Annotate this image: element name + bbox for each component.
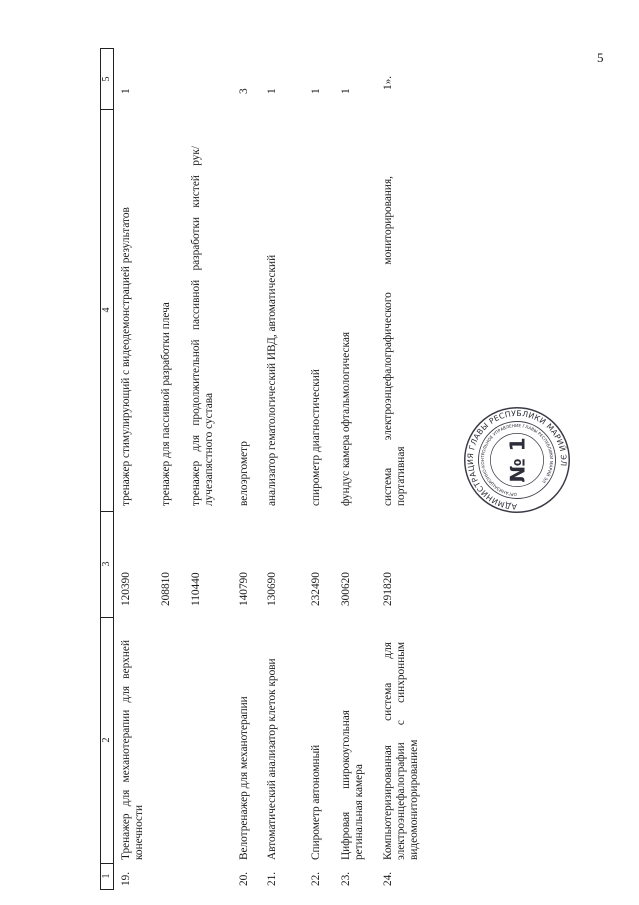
divider <box>100 617 114 618</box>
item-description: спирометр диагностический <box>310 369 322 506</box>
equipment-table <box>100 48 480 890</box>
item-quantity: 1 <box>340 88 352 94</box>
row-number: 20. <box>238 871 250 886</box>
item-name: Цифровая широкоугольная ретинальная камера <box>340 710 365 860</box>
row-number: 21. <box>266 871 278 886</box>
item-description: система электроэнцефалографического мониторирования, портативная <box>382 176 407 506</box>
item-code: 140790 <box>238 572 250 606</box>
item-quantity: 1». <box>382 75 394 90</box>
item-quantity: 1 <box>266 88 278 94</box>
seal-number: № 1 <box>505 437 530 483</box>
item-description: фундус камера офтальмологическая <box>340 331 352 506</box>
item-quantity: 1 <box>310 88 322 94</box>
page-number: 5 <box>597 50 604 65</box>
divider <box>100 109 114 110</box>
item-description: тренажер для продолжительной пассивной разработки кистей рук/лучезапястного сустава <box>190 146 215 506</box>
item-quantity: 3 <box>238 88 250 94</box>
item-name: Спирометр автономный <box>310 744 322 860</box>
row-number: 22. <box>310 871 322 886</box>
header-col-4: 4 <box>101 307 112 313</box>
header-col-5: 5 <box>101 76 112 82</box>
header-col-2: 2 <box>101 737 112 743</box>
seal-ring-text: АДМИНИСТРАЦИЯ ГЛАВЫ РЕСПУБЛИКИ МАРИЙ ЭЛ <box>465 408 569 512</box>
item-name: Тренажер для механотерапии для верхней конечности <box>120 640 145 860</box>
header-col-1: 1 <box>101 873 112 879</box>
item-description: тренажер для пассивной разработки плеча <box>160 302 172 506</box>
item-code: 232490 <box>310 572 322 606</box>
official-seal <box>462 400 572 520</box>
item-name: Велотренажер для механотерапии <box>238 696 250 860</box>
item-description: велоэргометр <box>238 441 250 506</box>
row-number: 19. <box>120 871 132 886</box>
table-header <box>100 48 114 890</box>
item-code: 300620 <box>340 572 352 606</box>
row-number: 23. <box>340 871 352 886</box>
item-code: 110440 <box>190 572 202 606</box>
item-quantity: 1 <box>120 88 132 94</box>
item-code: 208810 <box>160 572 172 606</box>
item-description: анализатор гематологический ИВД, автоматический <box>266 254 278 506</box>
item-code: 120390 <box>120 572 132 606</box>
item-description: тренажер стимулирующий с видеодемонстрацией результатов <box>120 207 132 506</box>
header-col-3: 3 <box>101 561 112 567</box>
divider <box>100 863 114 864</box>
item-code: 130690 <box>266 572 278 606</box>
item-name: Компьютеризированная система для электроэнцефалографии с синхронным видеомониторированием <box>382 642 420 860</box>
item-name: Автоматический анализатор клеток крови <box>266 658 278 860</box>
seal-inner-text: ОРГАНИЗАЦИОННО-КОНТРОЛЬНОЕ УПРАВЛЕНИЕ ГЛАВЫ РЕСПУБЛИКИ МАРИЙ ЭЛ <box>479 422 555 498</box>
divider <box>100 511 114 512</box>
item-code: 291820 <box>382 572 394 606</box>
row-number: 24. <box>382 871 394 886</box>
